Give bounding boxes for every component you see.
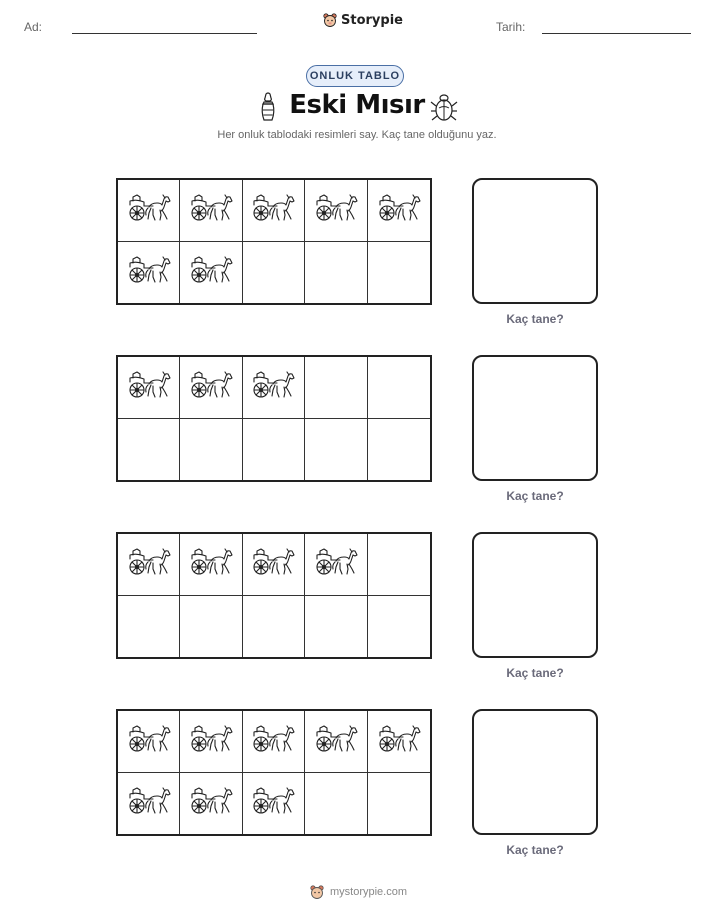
ten-frame-cell — [305, 242, 367, 304]
ten-frame-cell — [243, 773, 305, 835]
ten-frame-cell — [305, 534, 367, 596]
ten-frame-cell — [118, 773, 180, 835]
ten-frame-cell — [118, 711, 180, 773]
ten-frame-cell — [180, 596, 242, 658]
ten-frame-cell — [305, 773, 367, 835]
answer-label-4: Kaç tane? — [506, 843, 564, 857]
ten-frame-cell — [305, 596, 367, 658]
page-title: Eski Mısır — [289, 90, 425, 120]
storypie-mascot-icon — [309, 884, 325, 900]
ten-frame-cell — [180, 242, 242, 304]
horse-chariot-icon — [189, 786, 233, 821]
answer-box-2[interactable] — [472, 355, 598, 481]
horse-chariot-icon — [314, 547, 358, 582]
horse-chariot-icon — [127, 255, 171, 290]
ten-frame-3 — [116, 532, 432, 659]
horse-chariot-icon — [251, 193, 295, 228]
ten-frame-cell — [180, 534, 242, 596]
answer-label-2: Kaç tane? — [506, 489, 564, 503]
ten-frame-cell — [368, 419, 430, 481]
instructions: Her onluk tablodaki resimleri say. Kaç tane olduğunu yaz. — [217, 129, 497, 141]
brand-logo — [322, 12, 403, 28]
footer — [309, 884, 407, 900]
horse-chariot-icon — [314, 724, 358, 759]
horse-chariot-icon — [127, 547, 171, 582]
scarab-icon — [430, 92, 458, 122]
ten-frame-cell — [118, 596, 180, 658]
ten-frame-cell — [368, 596, 430, 658]
ten-frame-cell — [118, 419, 180, 481]
ten-frame-cell — [368, 357, 430, 419]
ten-frame-cell — [305, 180, 367, 242]
horse-chariot-icon — [251, 547, 295, 582]
answer-label-3: Kaç tane? — [506, 666, 564, 680]
horse-chariot-icon — [251, 370, 295, 405]
answer-box-1[interactable] — [472, 178, 598, 304]
horse-chariot-icon — [127, 193, 171, 228]
ten-frame-cell — [243, 711, 305, 773]
horse-chariot-icon — [127, 724, 171, 759]
ten-frame-cell — [368, 534, 430, 596]
horse-chariot-icon — [189, 724, 233, 759]
horse-chariot-icon — [189, 193, 233, 228]
horse-chariot-icon — [189, 370, 233, 405]
ten-frame-cell — [368, 242, 430, 304]
brand-name: Storypie — [341, 12, 403, 28]
ten-frame-cell — [243, 534, 305, 596]
horse-chariot-icon — [127, 786, 171, 821]
horse-chariot-icon — [251, 724, 295, 759]
ten-frame-cell — [180, 419, 242, 481]
horse-chariot-icon — [189, 255, 233, 290]
ten-frame-cell — [243, 242, 305, 304]
name-line[interactable] — [72, 33, 257, 34]
horse-chariot-icon — [251, 786, 295, 821]
name-label: Ad: — [24, 20, 43, 34]
ten-frame-cell — [368, 711, 430, 773]
ten-frame-cell — [243, 357, 305, 419]
ten-frame-cell — [368, 180, 430, 242]
ten-frame-cell — [118, 534, 180, 596]
ten-frame-cell — [180, 357, 242, 419]
date-line[interactable] — [542, 33, 691, 34]
ten-frame-4 — [116, 709, 432, 836]
answer-label-1: Kaç tane? — [506, 312, 564, 326]
ten-frame-cell — [305, 419, 367, 481]
ten-frame-cell — [118, 242, 180, 304]
ten-frame-cell — [243, 419, 305, 481]
horse-chariot-icon — [377, 193, 421, 228]
answer-box-4[interactable] — [472, 709, 598, 835]
ten-frame-cell — [118, 357, 180, 419]
horse-chariot-icon — [314, 193, 358, 228]
ten-frame-cell — [305, 711, 367, 773]
ten-frame-cell — [243, 596, 305, 658]
storypie-mascot-icon — [322, 12, 338, 28]
ten-frame-cell — [180, 773, 242, 835]
ten-frame-cell — [368, 773, 430, 835]
worksheet-type-badge: ONLUK TABLO — [306, 65, 404, 87]
horse-chariot-icon — [377, 724, 421, 759]
ten-frame-2 — [116, 355, 432, 482]
answer-box-3[interactable] — [472, 532, 598, 658]
horse-chariot-icon — [127, 370, 171, 405]
ten-frame-cell — [305, 357, 367, 419]
ten-frame-cell — [118, 180, 180, 242]
ten-frame-cell — [180, 711, 242, 773]
footer-url: mystorypie.com — [330, 886, 408, 898]
horse-chariot-icon — [189, 547, 233, 582]
ten-frame-cell — [243, 180, 305, 242]
ten-frame-1 — [116, 178, 432, 305]
ten-frame-cell — [180, 180, 242, 242]
date-label: Tarih: — [496, 20, 526, 34]
